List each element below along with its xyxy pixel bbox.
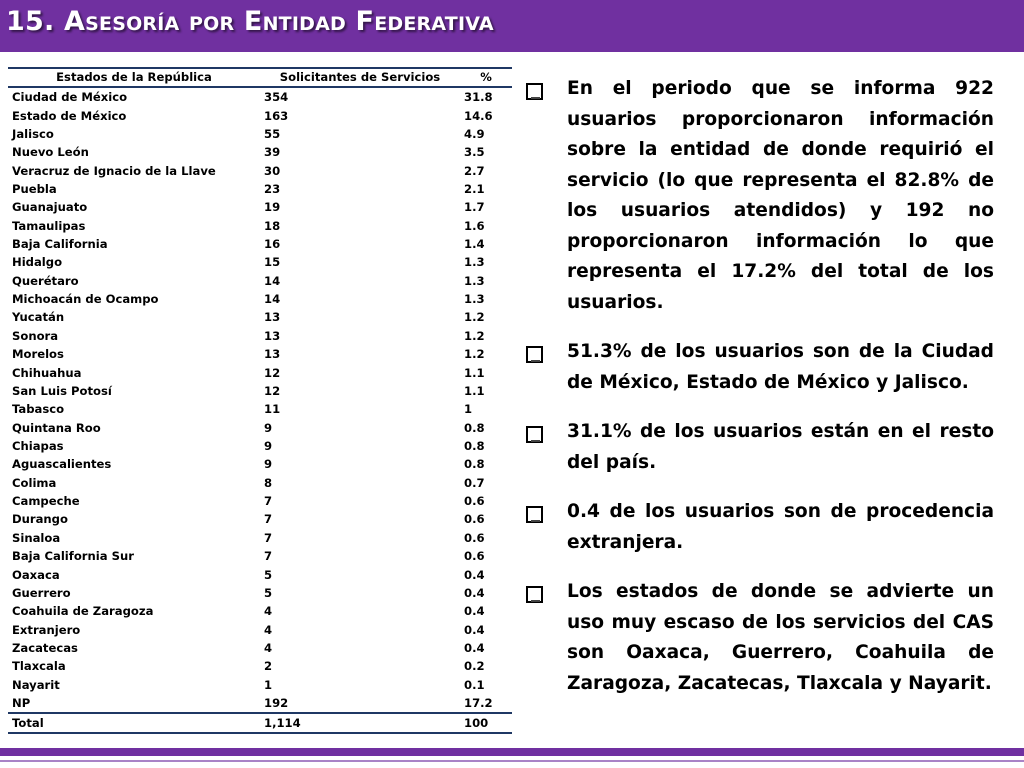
table-row [8,400,512,418]
total-label: Total [8,713,260,733]
state-name: Baja California Sur [12,549,134,564]
state-name: Estado de México [12,108,127,123]
percent-value: 14.6 [464,108,493,123]
percent-value: 2.1 [464,181,485,196]
percent-value: 0.2 [464,659,485,674]
percent-value: 0.4 [464,567,485,582]
requests-count: 8 [264,475,273,490]
bullet-item [522,417,994,478]
percent-value: 1.7 [464,200,485,215]
requests-count: 16 [264,237,281,252]
requests-count: 4 [264,604,273,619]
percent-value: 0.4 [464,640,485,655]
requests-count: 55 [264,126,281,141]
requests-count: 192 [264,696,289,711]
requests-count: 354 [264,90,289,105]
percent-value: 4.9 [464,126,485,141]
state-name: Tlaxcala [12,659,66,674]
table-row [8,87,512,106]
percent-value: 1.1 [464,383,485,398]
state-name: Coahuila de Zaragoza [12,604,154,619]
checkbox-square-icon [526,83,543,100]
requests-count: 7 [264,494,273,509]
title-bar [0,0,1024,52]
table-row [8,161,512,179]
checkbox-square-icon [526,586,543,603]
state-name: Sonora [12,328,59,343]
requests-count: 13 [264,310,281,325]
requests-count: 163 [264,108,289,123]
table-row [8,253,512,271]
percent-value: 1.4 [464,237,485,252]
table-row [8,639,512,657]
table-row [8,474,512,492]
state-name: Yucatán [12,310,65,325]
table-header-row [8,68,512,87]
table-body [8,87,512,713]
state-name: Jalisco [12,126,54,141]
state-name: Veracruz de Ignacio de la Llave [12,163,216,178]
percent-value: 2.7 [464,163,485,178]
percent-value: 0.6 [464,530,485,545]
percent-value: 0.8 [464,439,485,453]
requests-count: 1 [264,677,273,692]
requests-count: 7 [264,512,273,527]
requests-count: 15 [264,255,281,270]
table-row [8,217,512,235]
bullet-item [522,337,994,398]
table-row [8,602,512,620]
state-name: Ciudad de México [12,90,128,105]
table-row [8,529,512,547]
percent-value: 31.8 [464,90,493,105]
table-row [8,455,512,473]
state-name: Michoacán de Ocampo [12,292,159,307]
state-name: Tabasco [12,402,65,417]
requests-count: 19 [264,200,281,215]
state-name: San Luis Potosí [12,383,112,398]
percent-value: 1.2 [464,347,485,362]
state-name: Puebla [12,181,57,196]
percent-value: 0.6 [464,494,485,509]
state-name: Chiapas [12,439,64,453]
table-row [8,235,512,253]
requests-count: 9 [264,420,273,435]
bullet-text: 31.1% de los usuarios están en el resto del país. [567,421,994,473]
percent-value: 0.4 [464,604,485,619]
table-row [8,492,512,510]
table-row [8,106,512,124]
state-name: Sinaloa [12,530,61,545]
requests-count: 4 [264,622,273,637]
percent-value: 1.2 [464,328,485,343]
requests-count: 7 [264,549,273,564]
state-name: Querétaro [12,273,79,288]
checkbox-square-icon [526,346,543,363]
checkbox-square-icon [526,506,543,523]
state-name: Tamaulipas [12,218,86,233]
state-name: Oaxaca [12,567,60,582]
table-row [8,198,512,216]
percent-value: 0.8 [464,457,485,472]
table-row [8,180,512,198]
requests-count: 12 [264,365,281,380]
percent-value: 1.3 [464,255,485,270]
bullet-item [522,74,994,318]
state-name: Nuevo León [12,145,89,160]
requests-count: 30 [264,163,281,178]
state-name: Campeche [12,494,80,509]
column-header-percent: % [460,68,512,87]
table-row [8,565,512,583]
state-name: Guerrero [12,585,71,600]
percent-value: 1 [464,402,473,417]
percent-value: 0.8 [464,420,485,435]
state-name: Durango [12,512,68,527]
percent-value: 0.7 [464,475,485,490]
requests-count: 11 [264,402,281,417]
state-name: Guanajuato [12,200,88,215]
requests-count: 18 [264,218,281,233]
requests-count: 7 [264,530,273,545]
column-header-state: Estados de la República [8,68,260,87]
state-name: NP [12,696,31,711]
state-name: Colima [12,475,57,490]
requests-count: 13 [264,328,281,343]
bullet-list [522,74,994,718]
state-name: Aguascalientes [12,457,112,472]
checkbox-square-icon [526,426,543,443]
requests-count: 4 [264,640,273,655]
percent-value: 17.2 [464,696,493,711]
percent-value: 3.5 [464,145,485,160]
state-name: Morelos [12,347,64,362]
footer-bar [0,748,1024,756]
table-row [8,345,512,363]
requests-count: 9 [264,457,273,472]
bullet-item [522,497,994,558]
table-row [8,510,512,528]
requests-count: 5 [264,567,273,582]
column-header-requests: Solicitantes de Servicios [260,68,460,87]
percent-value: 0.6 [464,549,485,564]
percent-value: 1.3 [464,273,485,288]
requests-count: 9 [264,439,273,453]
table-row [8,694,512,713]
percent-value: 1.2 [464,310,485,325]
requests-count: 5 [264,585,273,600]
requests-count: 12 [264,383,281,398]
state-name: Hidalgo [12,255,63,270]
table-row [8,584,512,602]
requests-count: 13 [264,347,281,362]
table-row [8,620,512,638]
table-row [8,327,512,345]
table-row [8,308,512,326]
table-total-row [8,713,512,733]
table-row [8,437,512,455]
footer-line [0,760,1024,762]
requests-count: 2 [264,659,273,674]
table-row [8,272,512,290]
slide-title: 15. Asesoría por Entidad Federativa [6,6,494,37]
state-name: Baja California [12,237,108,252]
state-name: Chihuahua [12,365,82,380]
states-table [8,67,512,734]
bullet-text: En el periodo que se informa 922 usuarios proporcionaron información sobre la entidad de donde requirió el servicio (lo que representa el 82.8% de los usuarios atendidos) y 192 no proporcionaron información lo que representa el 17.2% del total de los usuarios. [567,78,994,313]
total-percent: 100 [460,713,512,733]
table-row [8,418,512,436]
requests-count: 14 [264,273,281,288]
percent-value: 0.4 [464,585,485,600]
percent-value: 0.1 [464,677,485,692]
bullet-text: 0.4 de los usuarios son de procedencia extranjera. [567,501,994,553]
percent-value: 0.4 [464,622,485,637]
bullet-text: Los estados de donde se advierte un uso muy escaso de los servicios del CAS son Oaxaca, Guerrero, Coahuila de Zaragoza, Zacatecas, Tlaxcala y Nayarit. [567,581,994,694]
state-name: Quintana Roo [12,420,101,435]
requests-count: 14 [264,292,281,307]
bullet-text: 51.3% de los usuarios son de la Ciudad de México, Estado de México y Jalisco. [567,341,994,393]
total-requests: 1,114 [260,713,460,733]
table-row [8,290,512,308]
requests-count: 39 [264,145,281,160]
table-row [8,382,512,400]
percent-value: 1.3 [464,292,485,307]
percent-value: 1.6 [464,218,485,233]
state-name: Zacatecas [12,640,78,655]
state-name: Nayarit [12,677,60,692]
state-name: Extranjero [12,622,81,637]
table-row [8,363,512,381]
percent-value: 1.1 [464,365,485,380]
percent-value: 0.6 [464,512,485,527]
table-row [8,125,512,143]
table-row [8,676,512,694]
table-row [8,143,512,161]
bullet-item [522,577,994,699]
requests-count: 23 [264,181,281,196]
table-row [8,657,512,675]
table-row [8,547,512,565]
